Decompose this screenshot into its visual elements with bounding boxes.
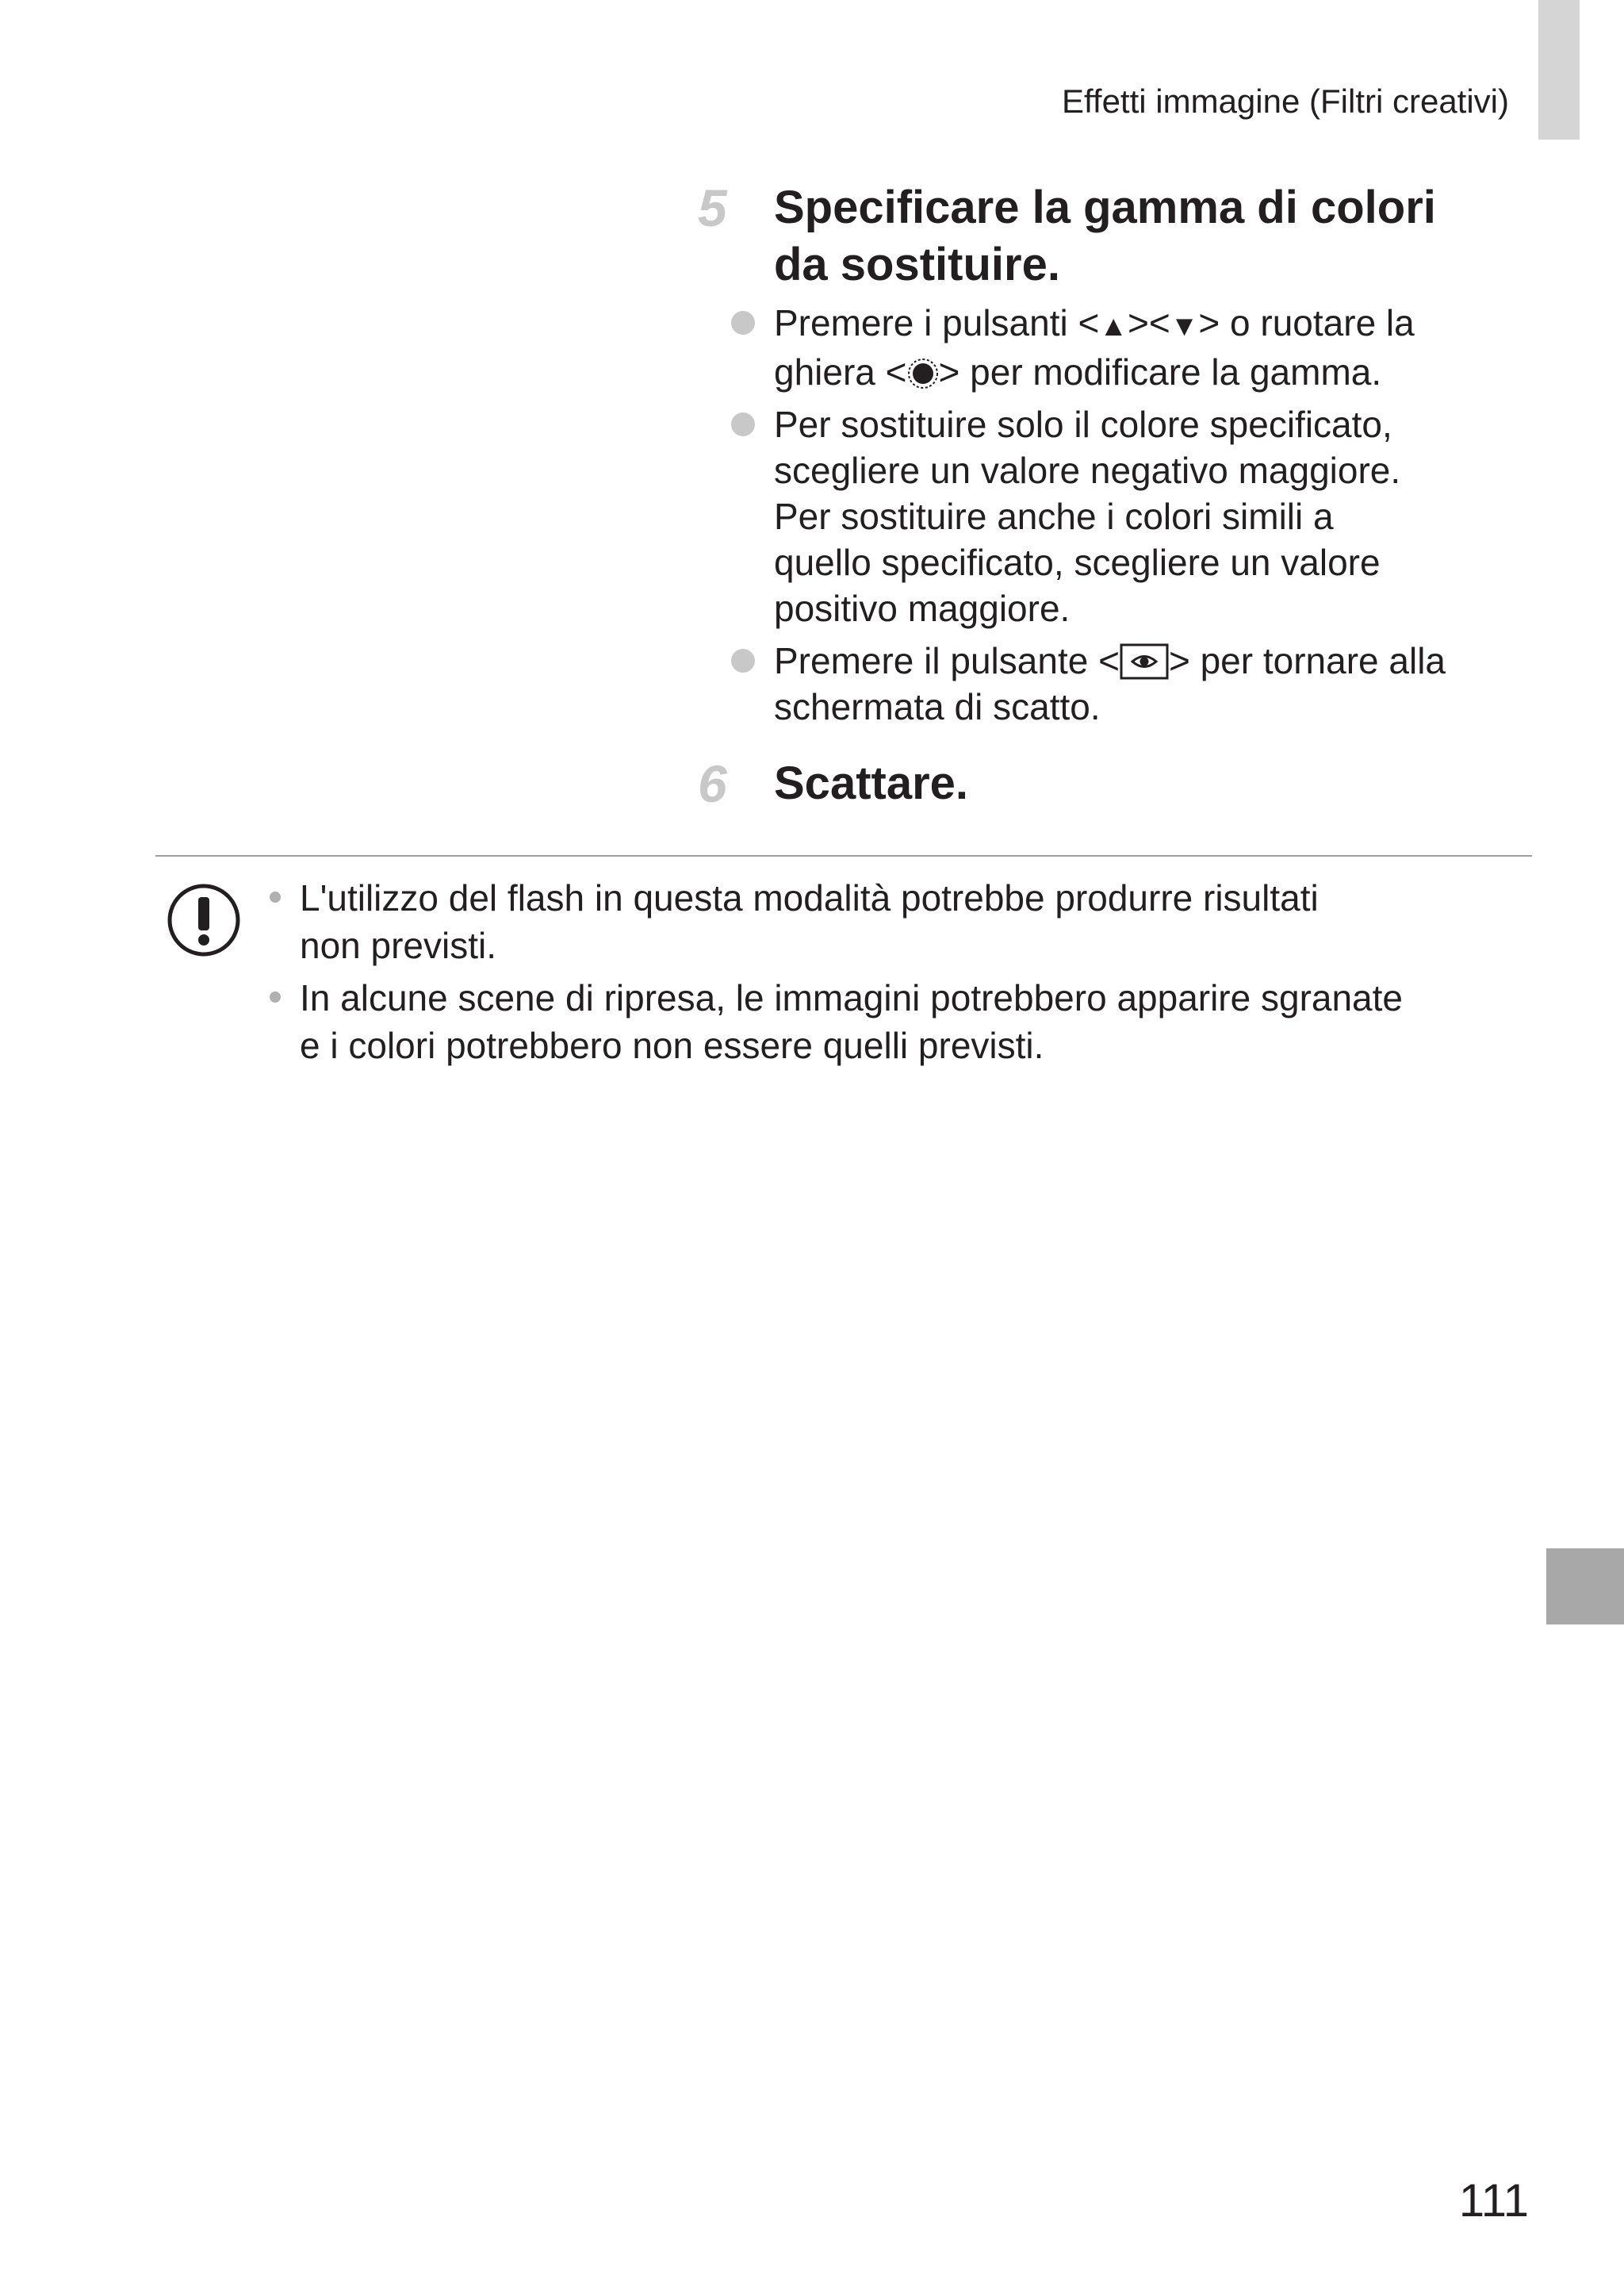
text-line [774,349,1535,395]
chapter-tab-marker [1546,1548,1624,1624]
running-header: Effetti immagine (Filtri creativi) [1061,82,1509,120]
list-item [300,874,1545,969]
text-line: positivo maggiore. [774,588,1071,629]
section-divider [155,855,1532,857]
text-fragment: Premere il pulsante < [774,640,1120,681]
text-line: schermata di scatto. [774,686,1101,727]
text-line: In alcune scene di ripresa, le immagini potrebbero apparire sgranate [300,977,1404,1018]
step-title-line: da sostituire. [774,239,1060,290]
step-title [774,755,968,812]
bullet-dot [731,311,755,335]
text-line: Per sostituire solo il colore specificato, [774,404,1392,445]
chapter-tab-top [1538,0,1580,140]
text-fragment: Premere i pulsanti < [774,302,1100,343]
text-line: non previsti. [300,925,497,966]
page-number: 111 [1458,2175,1529,2227]
bullet-dot [270,892,281,903]
text-fragment: > per modificare la gamma. [938,351,1382,393]
text-line: e i colori potrebbero non essere quelli previsti. [300,1025,1044,1066]
list-item [774,401,1535,631]
step-number: 5 [698,178,727,237]
text-line [774,300,1535,349]
step-instructions [774,300,1535,736]
list-item [774,300,1535,395]
up-arrow-icon: ▲ [1099,309,1128,342]
list-item [774,638,1535,730]
step-title [774,179,1436,293]
list-item [300,974,1545,1069]
text-line [774,638,1535,684]
step-number: 6 [698,754,727,813]
caution-icon [167,883,241,957]
text-line: scegliere un valore negativo maggiore. [774,450,1401,491]
control-dial-icon [907,358,939,389]
text-fragment: > per tornare alla [1168,640,1446,681]
bullet-dot [270,992,281,1003]
text-fragment: >< [1128,302,1170,343]
step-title-line: Specificare la gamma di colori [774,182,1436,233]
text-fragment: > o ruotare la [1198,302,1415,343]
bullet-dot [731,412,755,436]
text-fragment: ghiera < [774,351,907,393]
display-button-icon [1120,643,1169,680]
down-arrow-icon: ▼ [1170,309,1199,342]
caution-notes [300,874,1545,1074]
text-line: Per sostituire anche i colori simili a [774,496,1334,537]
bullet-dot [731,649,755,673]
step-title-line: Scattare. [774,758,969,809]
text-line: L'utilizzo del flash in questa modalità potrebbe produrre risultati [300,877,1319,919]
text-line: quello specificato, scegliere un valore [774,542,1381,583]
